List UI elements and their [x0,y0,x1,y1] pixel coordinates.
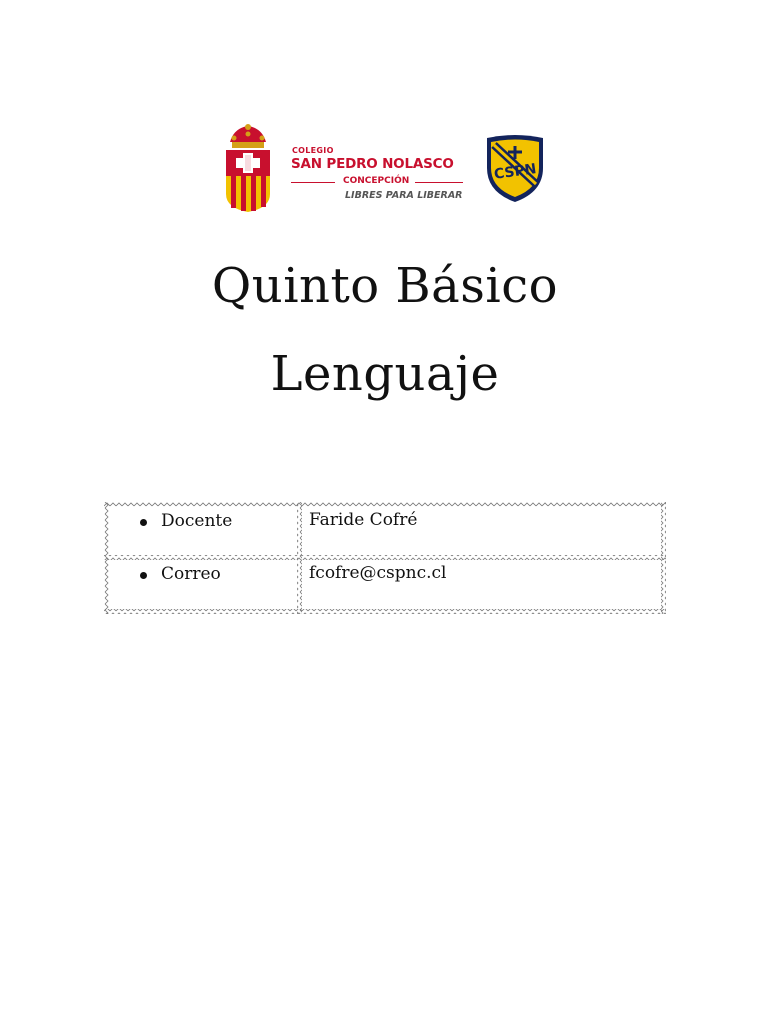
coat-of-arms-crest-icon [222,124,274,212]
divider [291,182,335,183]
header-logos [0,122,770,214]
subject-title: Lenguaje [270,346,500,402]
divider [415,182,463,183]
bullet-icon [140,519,147,526]
teacher-info-table [104,502,666,614]
cspn-shield-crest-icon [484,134,546,204]
school-motto: LIBRES PARA LIBERAR [345,190,463,201]
school-logotype [290,146,475,206]
teacher-email: fcofre@cspnc.cl [309,563,447,583]
page-title: Quinto Básico [211,258,559,314]
row-label: Correo [161,564,221,584]
school-city: CONCEPCIÓN [343,176,410,186]
teacher-name: Faride Cofré [309,510,418,530]
school-prefix: COLEGIO [292,146,334,155]
school-city-row [291,176,463,188]
row-label: Docente [161,511,233,531]
svg-text:CSPN: CSPN [493,161,538,183]
bullet-icon [140,572,147,579]
school-name: SAN PEDRO NOLASCO [291,156,454,172]
